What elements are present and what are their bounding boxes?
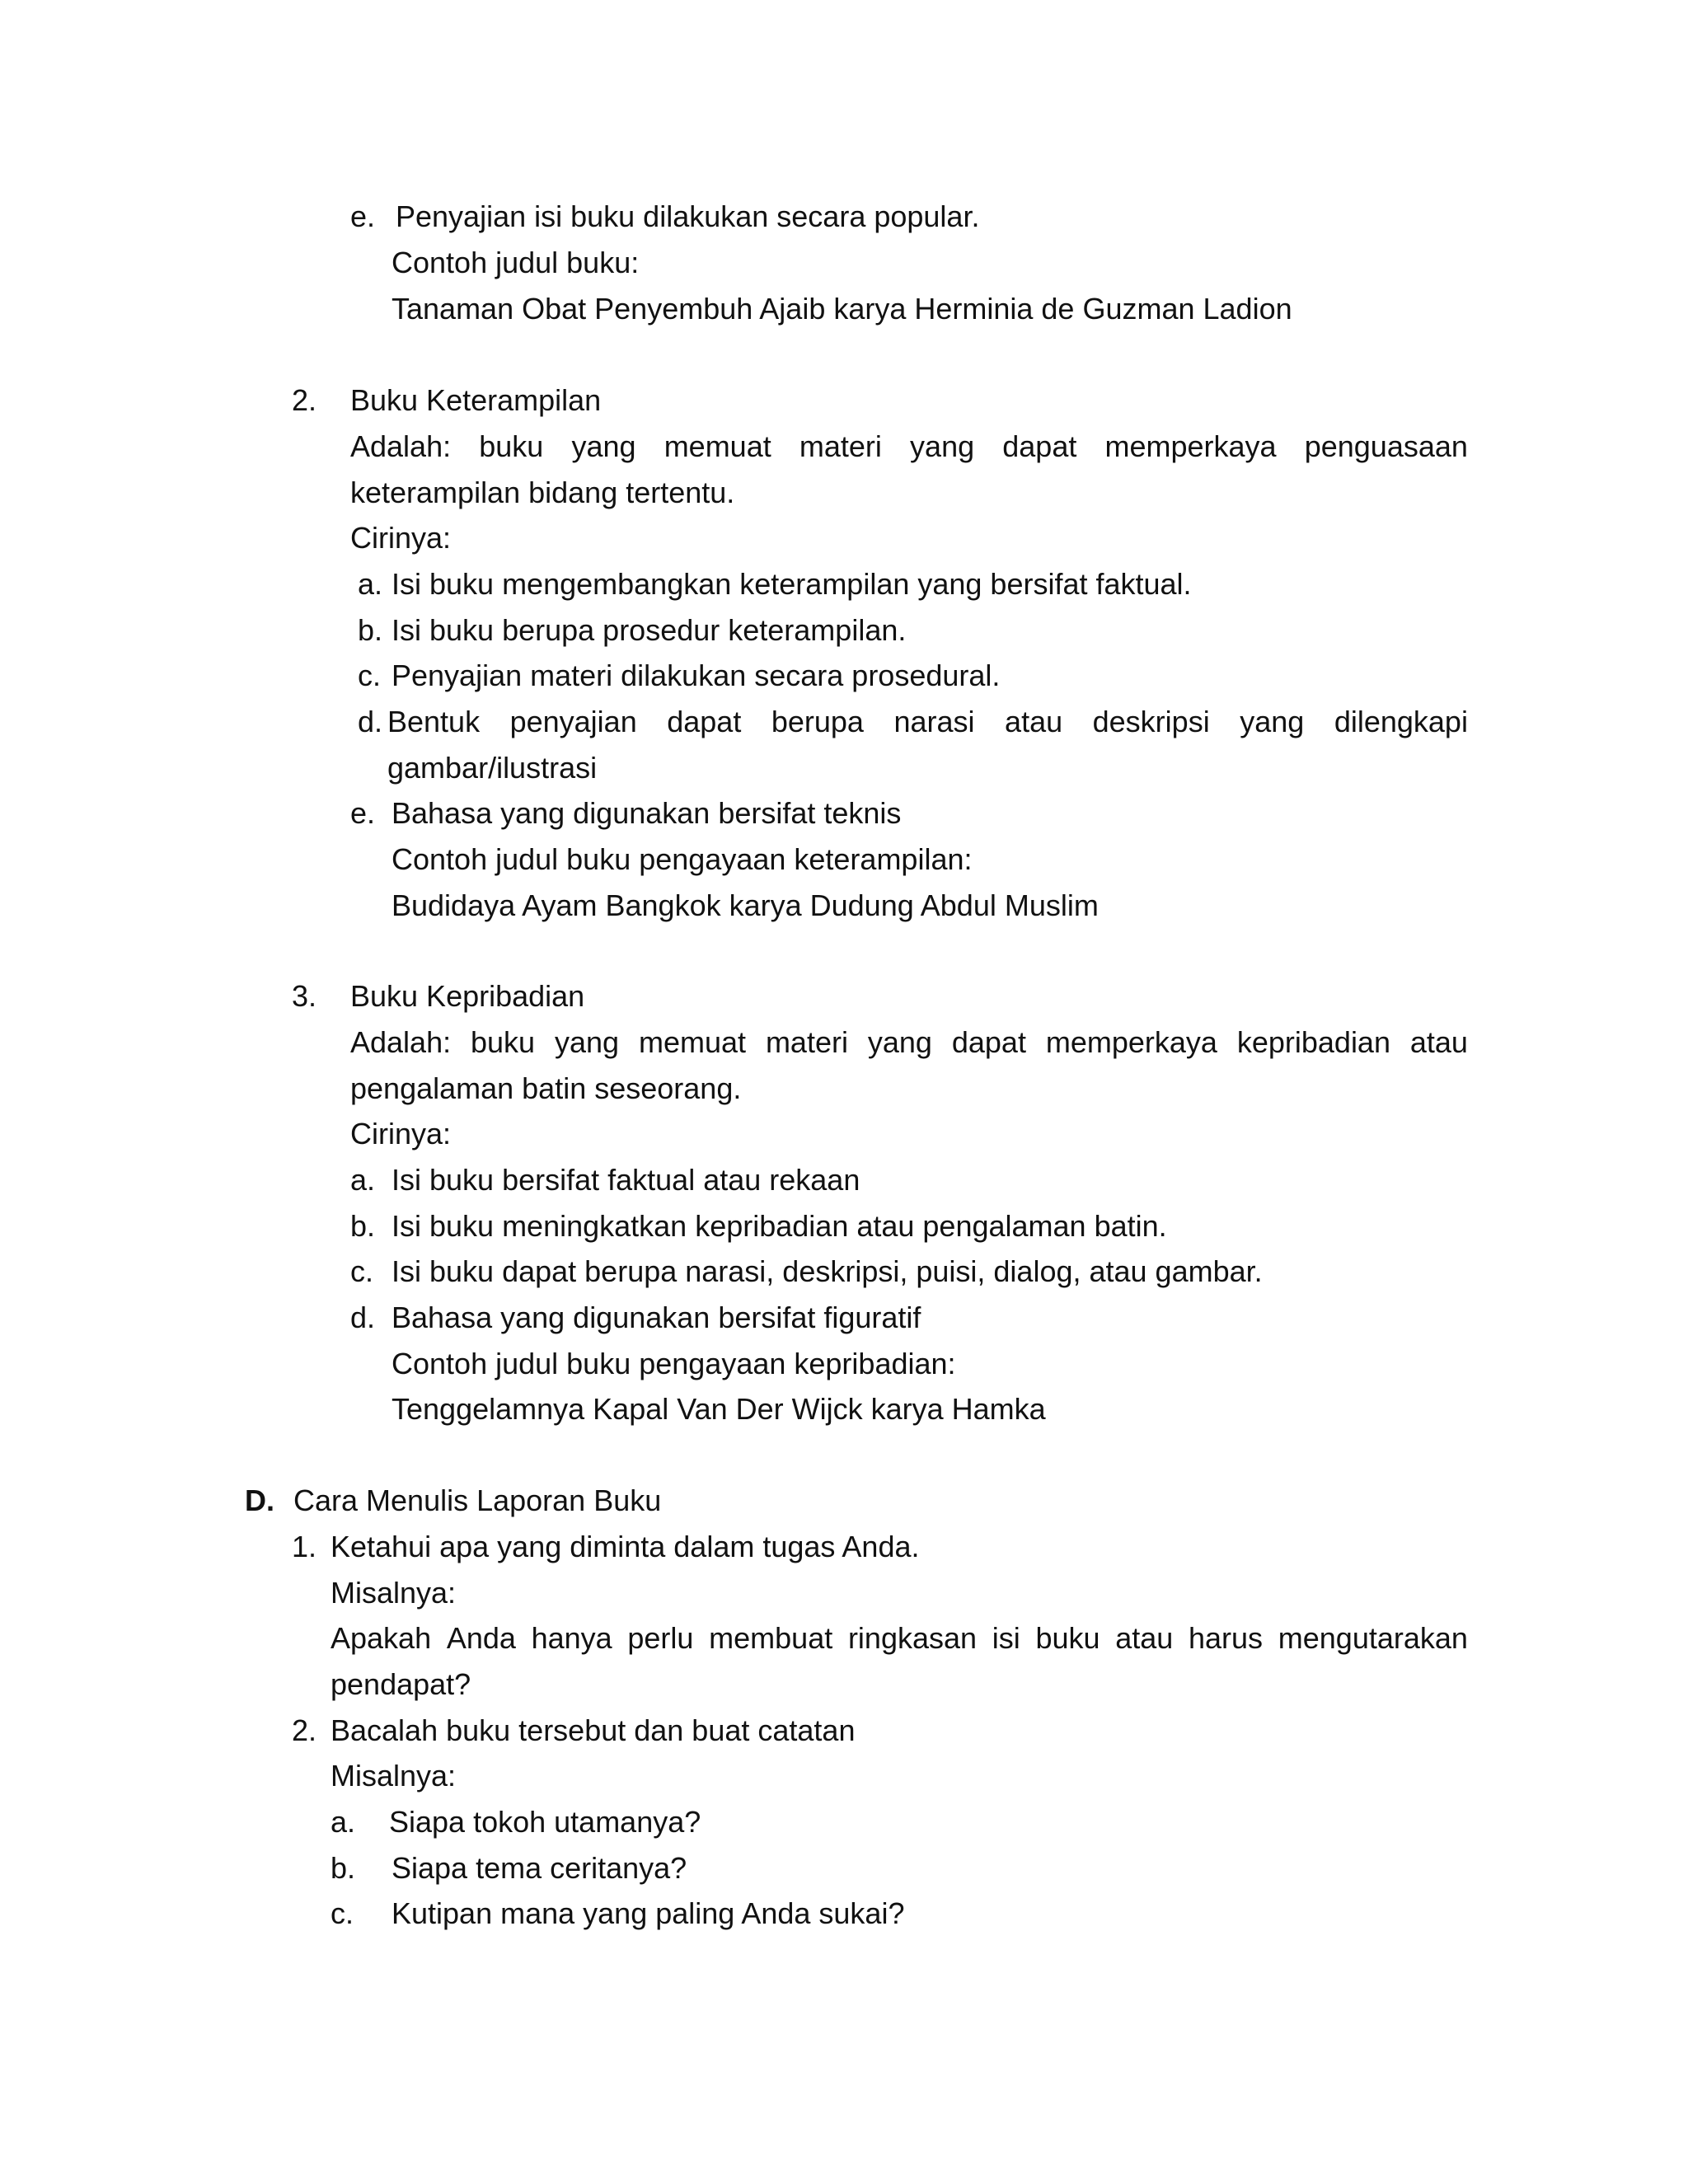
word: materi: [799, 429, 882, 463]
word: deskripsi: [1092, 705, 1210, 738]
list-marker: c.: [358, 658, 382, 692]
word: dapat: [1002, 429, 1077, 463]
word: membuat: [709, 1621, 833, 1655]
question-line: [331, 1615, 1468, 1661]
example-title: Tenggelamnya Kapal Van Der Wijck karya Hamka: [392, 1392, 1046, 1426]
section-title: Buku Kepribadian: [350, 979, 585, 1013]
definition-line: [350, 1019, 1468, 1066]
word: kepribadian: [1236, 1025, 1390, 1059]
list-marker: e.: [350, 796, 376, 830]
word: mengutarakan: [1278, 1621, 1468, 1655]
list-item-text: Kutipan mana yang paling Anda sukai?: [392, 1896, 905, 1930]
word: memperkaya: [1104, 429, 1277, 463]
definition-continuation: keterampilan bidang tertentu.: [350, 476, 735, 509]
word: yang: [1240, 705, 1305, 738]
list-marker: b.: [331, 1851, 356, 1885]
list-item-text: Isi buku mengembangkan keterampilan yang bersifat faktual.: [392, 567, 1192, 601]
example-label: Contoh judul buku:: [392, 246, 640, 279]
list-item-continuation: gambar/ilustrasi: [387, 751, 598, 785]
word: penyajian: [509, 705, 637, 738]
list-marker: b.: [350, 1209, 376, 1243]
word: Anda: [446, 1621, 516, 1655]
word: dilengkapi: [1334, 705, 1468, 738]
word: Bentuk: [387, 705, 481, 738]
word: yang: [867, 1025, 932, 1059]
cirinya-label: Cirinya:: [350, 1117, 452, 1151]
word: penguasaan: [1304, 429, 1468, 463]
list-marker: d.: [350, 1301, 376, 1334]
list-marker: d.: [358, 705, 383, 738]
section-letter: D.: [245, 1483, 274, 1517]
step-marker: 2.: [292, 1713, 317, 1747]
word: yang: [910, 429, 975, 463]
example-label: Contoh judul buku pengayaan keterampilan:: [392, 842, 973, 876]
word: atau: [1409, 1025, 1468, 1059]
list-item-text: Bahasa yang digunakan bersifat teknis: [392, 796, 902, 830]
word: yang: [555, 1025, 620, 1059]
list-item-text: Isi buku bersifat faktual atau rekaan: [392, 1163, 860, 1197]
word: berupa: [771, 705, 864, 738]
word: yang: [571, 429, 636, 463]
list-marker: b.: [358, 613, 383, 647]
list-item-text: Isi buku berupa prosedur keterampilan.: [392, 613, 907, 647]
list-item-text: Bahasa yang digunakan bersifat figuratif: [392, 1301, 921, 1334]
list-marker: a.: [358, 567, 383, 601]
step-text: Ketahui apa yang diminta dalam tugas Anda.: [331, 1530, 920, 1563]
section-title: Cara Menulis Laporan Buku: [293, 1483, 662, 1517]
word: atau: [1115, 1621, 1174, 1655]
section-number: 2.: [292, 383, 317, 417]
example-label: Contoh judul buku pengayaan kepribadian:: [392, 1347, 956, 1380]
example-title: Budidaya Ayam Bangkok karya Dudung Abdul Muslim: [392, 888, 1099, 922]
word: Adalah:: [350, 1025, 452, 1059]
list-marker: a.: [350, 1163, 376, 1197]
list-marker: e.: [350, 199, 376, 233]
list-item-text: Siapa tokoh utamanya?: [389, 1805, 701, 1839]
word: atau: [1005, 705, 1063, 738]
word: perlu: [627, 1621, 694, 1655]
word: ringkasan: [847, 1621, 978, 1655]
word: dapat: [667, 705, 742, 738]
definition-line: [350, 424, 1468, 470]
word: buku: [479, 429, 544, 463]
section-title: Buku Keterampilan: [350, 383, 602, 417]
word: memuat: [638, 1025, 747, 1059]
word: materi: [765, 1025, 848, 1059]
step-marker: 1.: [292, 1530, 317, 1563]
word: hanya: [531, 1621, 612, 1655]
word: memperkaya: [1045, 1025, 1217, 1059]
word: buku: [1035, 1621, 1100, 1655]
list-item-text: Penyajian materi dilakukan secara prosedural.: [392, 658, 1001, 692]
step-text: Bacalah buku tersebut dan buat catatan: [331, 1713, 856, 1747]
question-continuation: pendapat?: [331, 1667, 471, 1701]
word: buku: [471, 1025, 536, 1059]
word: dapat: [951, 1025, 1026, 1059]
list-item-text: Siapa tema ceritanya?: [392, 1851, 687, 1885]
misalnya-label: Misalnya:: [331, 1759, 457, 1793]
list-marker: c.: [350, 1254, 374, 1288]
list-item-text: Penyajian isi buku dilakukan secara popular.: [396, 199, 980, 233]
word: Apakah: [331, 1621, 432, 1655]
word: isi: [992, 1621, 1020, 1655]
word: memuat: [663, 429, 771, 463]
list-marker: a.: [331, 1805, 356, 1839]
misalnya-label: Misalnya:: [331, 1576, 457, 1610]
list-item-text: [387, 699, 1468, 745]
cirinya-label: Cirinya:: [350, 521, 452, 555]
word: Adalah:: [350, 429, 452, 463]
definition-continuation: pengalaman batin seseorang.: [350, 1071, 742, 1105]
list-marker: c.: [331, 1896, 354, 1930]
list-item-text: Isi buku dapat berupa narasi, deskripsi, puisi, dialog, atau gambar.: [392, 1254, 1263, 1288]
list-item-text: Isi buku meningkatkan kepribadian atau pengalaman batin.: [392, 1209, 1167, 1243]
section-number: 3.: [292, 979, 317, 1013]
word: harus: [1189, 1621, 1264, 1655]
example-title: Tanaman Obat Penyembuh Ajaib karya Herminia de Guzman Ladion: [392, 292, 1292, 326]
word: narasi: [893, 705, 975, 738]
